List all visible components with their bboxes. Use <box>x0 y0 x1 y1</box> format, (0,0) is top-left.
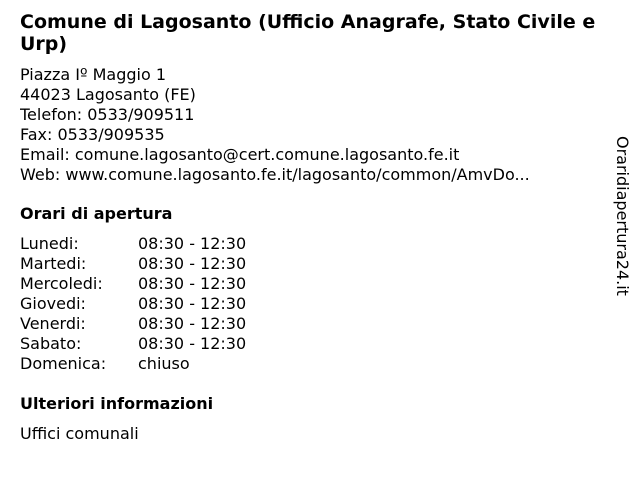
hours-time: 08:30 - 12:30 <box>138 314 247 333</box>
hours-row <box>20 354 320 374</box>
hours-row <box>20 314 320 334</box>
hours-day: Martedi: <box>20 254 87 273</box>
hours-row <box>20 294 320 314</box>
website-link[interactable]: Web: www.comune.lagosanto.fe.it/lagosanto/common/AmvDo... <box>20 165 530 184</box>
hours-row <box>20 254 320 274</box>
hours-time: 08:30 - 12:30 <box>138 254 247 273</box>
city-address: 44023 Lagosanto (FE) <box>20 85 196 104</box>
extra-info-text: Uffici comunali <box>20 424 139 443</box>
brand-watermark: Oraridiapertura24.it <box>613 136 632 296</box>
page-title: Comune di Lagosanto (Ufficio Anagrafe, Stato Civile e Urp) <box>20 11 596 55</box>
hours-time: 08:30 - 12:30 <box>138 234 247 253</box>
email-address[interactable]: Email: comune.lagosanto@cert.comune.lagosanto.fe.it <box>20 145 460 164</box>
hours-day: Sabato: <box>20 334 82 353</box>
address-block <box>20 65 600 185</box>
hours-time: chiuso <box>138 354 190 373</box>
street-address: Piazza Iº Maggio 1 <box>20 65 166 84</box>
hours-day: Giovedi: <box>20 294 86 313</box>
hours-table <box>20 234 320 374</box>
hours-heading: Orari di apertura <box>20 204 173 223</box>
hours-time: 08:30 - 12:30 <box>138 274 247 293</box>
hours-day: Domenica: <box>20 354 107 373</box>
hours-row <box>20 234 320 254</box>
hours-time: 08:30 - 12:30 <box>138 334 247 353</box>
hours-day: Mercoledi: <box>20 274 103 293</box>
hours-row <box>20 334 320 354</box>
phone-number[interactable]: Telefon: 0533/909511 <box>20 105 195 124</box>
hours-time: 08:30 - 12:30 <box>138 294 247 313</box>
fax-number: Fax: 0533/909535 <box>20 125 165 144</box>
hours-day: Venerdi: <box>20 314 86 333</box>
hours-day: Lunedi: <box>20 234 79 253</box>
hours-row <box>20 274 320 294</box>
extra-info-heading: Ulteriori informazioni <box>20 394 214 413</box>
